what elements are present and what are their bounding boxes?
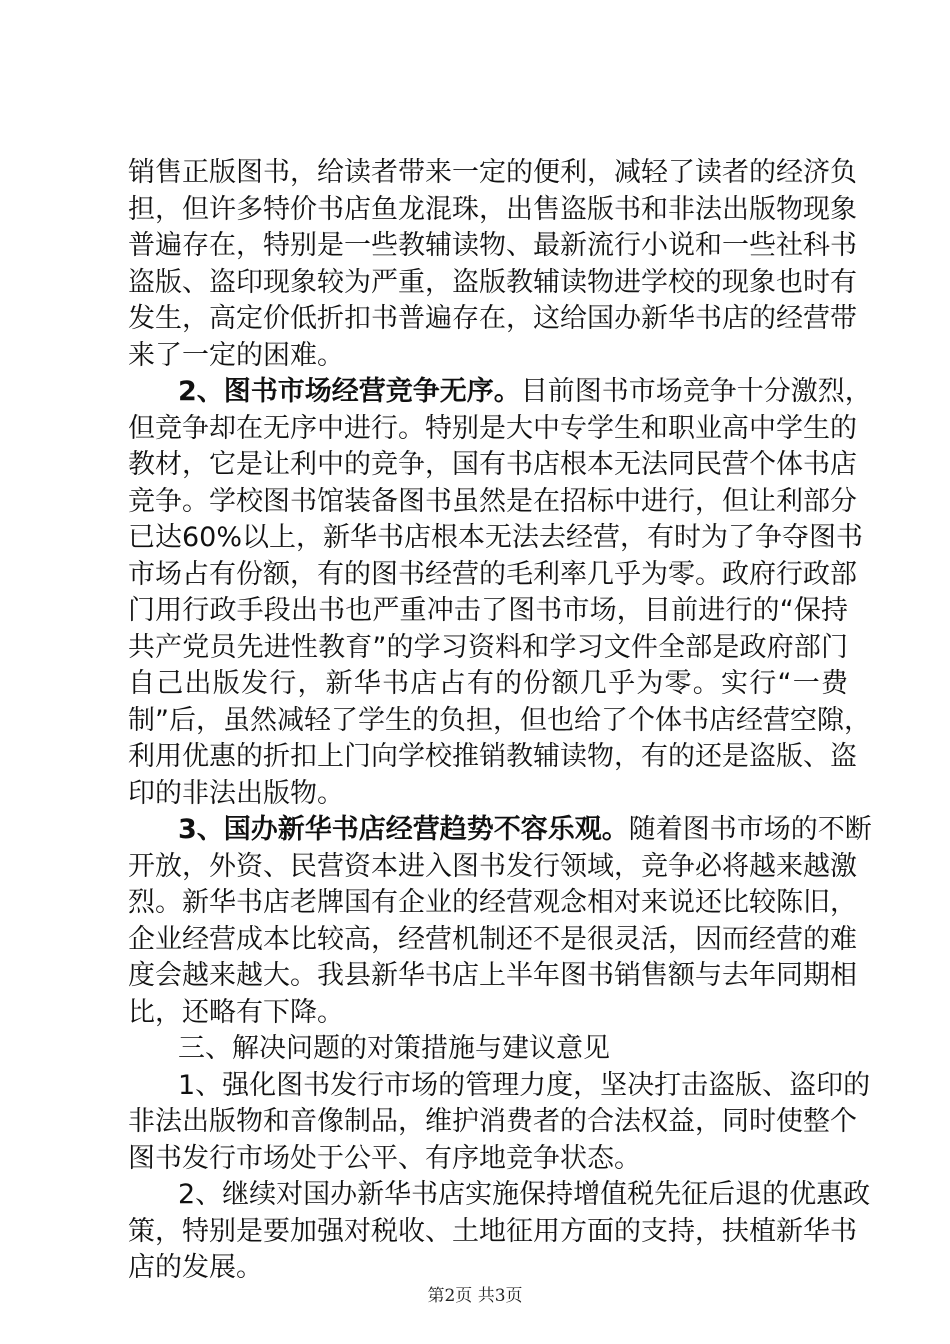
paragraph-line: 发生，高定价低折扣书普遍存在，这给国办新华书店的经营带 (128, 303, 857, 334)
paragraph-line: 开放，外资、民营资本进入图书发行领域，竞争必将越来越激 (128, 851, 857, 882)
paragraph-line: 图书发行市场处于公平、有序地竞争状态。 (128, 1143, 641, 1174)
paragraph-line: 店的发展。 (128, 1252, 263, 1283)
heading-rest: 目前图书市场竞争十分激烈， (520, 376, 872, 407)
paragraph-line: 企业经营成本比较高，经营机制还不是很灵活，因而经营的难 (128, 924, 857, 955)
paragraph-line: 共产党员先进性教育”的学习资料和学习文件全部是政府部门 (128, 632, 848, 663)
paragraph-line: 印的非法出版物。 (128, 778, 344, 809)
heading-rest: 随着图书市场的不断 (628, 814, 872, 845)
paragraph-line: 度会越来越大。我县新华书店上半年图书销售额与去年同期相 (128, 960, 857, 991)
paragraph-line: 1、强化图书发行市场的管理力度，坚决打击盗版、盗印的 (178, 1070, 871, 1101)
section-heading-line (178, 374, 872, 410)
heading-lead: 3、国办新华书店经营趋势不容乐观。 (178, 814, 629, 845)
paragraph-line: 门用行政手段出书也严重冲击了图书市场，目前进行的“保持 (128, 595, 848, 626)
paragraph-line: 2、继续对国办新华书店实施保持增值税先征后退的优惠政 (178, 1179, 871, 1210)
paragraph-line: 市场占有份额，有的图书经营的毛利率几乎为零。政府行政部 (128, 559, 857, 590)
paragraph-line: 策，特别是要加强对税收、土地征用方面的支持，扶植新华书 (128, 1216, 857, 1247)
page-footer: 第2页 共3页 (427, 1286, 523, 1306)
paragraph-line: 销售正版图书，给读者带来一定的便利，减轻了读者的经济负 (128, 157, 857, 188)
paragraph-line: 竞争。学校图书馆装备图书虽然是在招标中进行，但让利部分 (128, 486, 857, 517)
paragraph-line: 担，但许多特价书店鱼龙混珠，出售盗版书和非法出版物现象 (128, 194, 857, 225)
paragraph-line: 但竞争却在无序中进行。特别是大中专学生和职业高中学生的 (128, 413, 857, 444)
paragraph-line: 教材，它是让利中的竞争，国有书店根本无法同民营个体书店 (128, 449, 857, 480)
paragraph-line: 制”后，虽然减轻了学生的负担，但也给了个体书店经营空隙， (128, 705, 871, 736)
paragraph-line: 利用优惠的折扣上门向学校推销教辅读物，有的还是盗版、盗 (128, 741, 857, 772)
paragraph-line: 已达60%以上，新华书店根本无法去经营，有时为了争夺图书 (128, 522, 864, 553)
paragraph-line: 来了一定的困难。 (128, 340, 344, 371)
paragraph-line: 普遍存在，特别是一些教辅读物、最新流行小说和一些社科书 (128, 230, 857, 261)
paragraph-line: 盗版、盗印现象较为严重，盗版教辅读物进学校的现象也时有 (128, 267, 857, 298)
section-title: 三、解决问题的对策措施与建议意见 (178, 1033, 610, 1064)
section-heading-line (178, 812, 872, 848)
paragraph-line: 烈。新华书店老牌国有企业的经营观念相对来说还比较陈旧， (128, 887, 857, 918)
paragraph-line: 比，还略有下降。 (128, 997, 344, 1028)
heading-lead: 2、图书市场经营竞争无序。 (178, 376, 521, 407)
paragraph-line: 非法出版物和音像制品，维护消费者的合法权益，同时使整个 (128, 1106, 857, 1137)
paragraph-line: 自己出版发行，新华书店占有的份额几乎为零。实行“一费 (128, 668, 848, 699)
